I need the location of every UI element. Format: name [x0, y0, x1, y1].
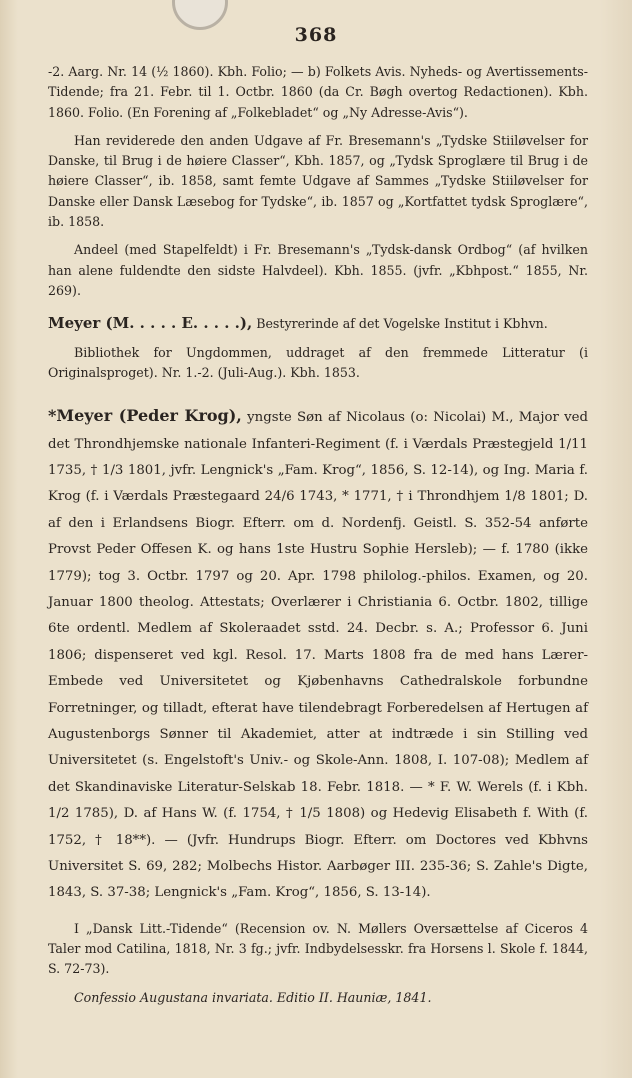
entry-name: Meyer (M. . . . . E. . . . .), [48, 314, 253, 333]
paragraph-ordbog: Andeel (med Stapelfeldt) i Fr. Bresemann's „Tydsk-dansk Ordbog“ (af hvilken han alene fuldendte den sidste Halvdeel). Kbh. 1855. (jvfr. „Kbhpost.“ 1855, Nr. 269). [48, 242, 588, 298]
entry-meyer-me [48, 313, 588, 334]
paragraph-revision: Han reviderede den anden Udgave af Fr. Bresemann's „Tydske Stiiløvelser for Danske, til Brug i de høiere Classer“, Kbh. 1857, og „Tydsk Sproglære til Brug i de høiere Classer“, ib. 1858, samt femte Udgave af Sammes „Tydske Stiiløvelser for Danske eller Dansk Læsebog for Tydske“, ib. 1857 og „Kortfattet tydsk Sproglære“, ib. 1858. [48, 132, 588, 230]
entry-meyer-peder [48, 403, 588, 907]
paragraph-cont: -2. Aarg. Nr. 14 (½ 1860). Kbh. Folio; — b) Folkets Avis. Nyheds- og Avertissements-Tidende; fra 21. Febr. til 1. Octbr. 1860 (da Cr. Bøgh overtog Redactionen). Kbh. 1860. Folio. (En Forening af „Folkebladet“ og „Ny Adresse-Avis“). [48, 64, 588, 120]
paragraph-confessio: Confessio Augustana invariata. Editio II. Hauniæ, 1841. [74, 989, 432, 1005]
page-number: 368 [294, 24, 338, 46]
entry-name: *Meyer (Peder Krog), [48, 406, 242, 426]
paragraph-litt-tidende: I „Dansk Litt.-Tidende“ (Recension ov. N. Møllers Oversættelse af Ciceros 4 Taler mod Catilina, 1818, Nr. 3 fg.; jvfr. Indbydelsesskr. fra Horsens l. Skole f. 1844, S. 72-73). [48, 920, 588, 977]
entry-biography: yngste Søn af Nicolaus (o: Nicolai) M., Major ved det Throndhjemske nationale Infanteri-Regiment (f. i Værdals Præstegjeld 1/11 1735, † 1/3 1801, jvfr. Lengnick's „Fam. Krog“, 1856, S. 12-14), og Ing. Maria f. Krog (f. i Værdals Præstegaard 24/6 1743, * 1771, † i Throndhjem 1/8 1801; D. af den i Erlandsens Biogr. Efterr. om d. Nordenfj. Geistl. S. 352-54 anførte Provst Peder Offesen K. og hans 1ste Hustru Sophie Hersleb); — f. 1780 (ikke 1779); tog 3. Octbr. 1797 og 20. Apr. 1798 philolog.-philos. Examen, og 20. Januar 1800 theolog. Attestats; Overlærer i Christiania 6. Octbr. 1802, tillige 6te ordentl. Medlem af Skoleraadet sstd. 24. Decbr. s. A.; Professor 6. Juni 1806; dispenseret ved kgl. Resol. 17. Marts 1808 fra de med hans Lærer-Embede ved Universitetet og Kjøbenhavns Cathedralskole forbundne Forretninger, og tilladt, efterat have tilendebragt Forberedelsen af Hertugen af Augustenborgs Sønner til Akademiet, atter at indtræde i sin Stilling ved Universitetet (s. Engelstoft's Univ.- og Skole-Ann. 1808, I. 107-08); Medlem af det Skandinaviske Literatur-Selskab 18. Febr. 1818. — * F. W. Werels (f. i Kbh. 1/2 1785), D. af Hans W. (f. 1754, † 1/5 1808) og Hedevig Elisabeth f. With (f. 1752, † 18**). — (Jvfr. Hundrups Biogr. Efterr. om Doctores ved Kbhvns Universitet S. 69, 282; Molbechs Histor. Aarbøger III. 235-36; S. Zahle's Digte, 1843, S. 37-38; Lengnick's „Fam. Krog“, 1856, S. 13-14). [48, 410, 588, 901]
paragraph-bibliothek: Bibliothek for Ungdommen, uddraget af den fremmede Litteratur (i Originalsproget). Nr. 1.-2. (Juli-Aug.). Kbh. 1853. [48, 344, 588, 380]
entry-desc: Bestyrerinde af det Vogelske Institut i Kbhvn. [252, 316, 548, 332]
page-text [48, 62, 588, 1008]
